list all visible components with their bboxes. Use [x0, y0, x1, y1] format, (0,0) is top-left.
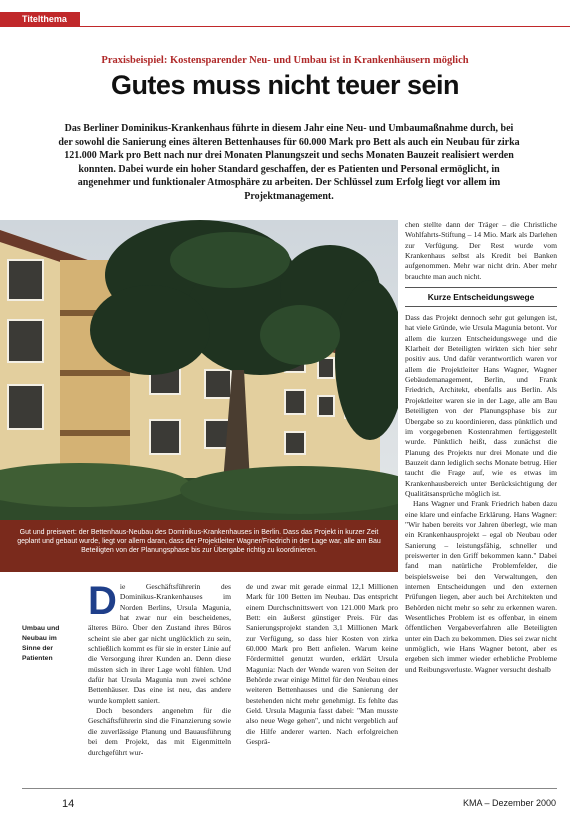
lead-paragraph: Das Berliner Dominikus-Krankenhaus führte in diesem Jahr eine Neu- und Umbaumaßnahme durch, bei der sowohl die Sanierung eines älteren Bettenhauses für 60.000 Mark pro Bett als auch ein Neubau für zirka 121.000 Mark pro Bett nach nur drei Monaten Planungszeit und sechs Monaten Bauzeit realisiert werden konnten. Dabei wurde ein hoher Standard geschaffen, der es Patienten und Personal ermöglicht, in angenehmer und funktionaler Atmosphäre zu arbeiten. Der Schlüssel zum Erfolg liegt vor allem im Projektmanagement.	[58, 123, 520, 202]
rcol-paragraph-3: Hans Wagner und Frank Friedrich haben dazu eine klare und einfache Erklärung. Hans Wagner: "Wir haben bereits vor Jahren überlegt, wie man ein Krankenhausprojekt – egal ob Neubau oder Sanierung – leistungsfähig, schneller und preiswerter in den Griff bekommen kann." Dabei fand man natürliche Problemfelder, die beispielsweise bei den Verwaltungen, den internen Entscheidungen und den externen Prüfungen liegen, aber auch bei Architekten und Behörden nicht mehr so sehr zu erkennen waren. Wesentliches Problem ist es offenbar, in einem öffentlichen Vergabeverfahren alle Beteiligten unter ein Dach zu bekommen. Dies sei zwar nicht unmöglich, wie Hans Wagner betont, aber es ergeben sich immer wieder erhebliche Probleme und Reibungsverluste. Wagner versucht deshalb	[405, 499, 557, 674]
section-rubric: Titelthema	[0, 12, 80, 27]
rubric-rule	[80, 26, 570, 27]
building-photo	[0, 220, 398, 572]
rcol-paragraph-1: chen stellte dann der Träger – die Christliche Wohlfahrts-Stiftung – 14 Mio. Mark als Darlehen zur Verfügung. Der Rest wurde vom Krankenhaus selbst als Kredit bei Banken aufgenommen. Mehr war nicht drin. Aber mehr brauchte man auch nicht.	[405, 220, 557, 281]
headline: Gutes muss nicht teuer sein	[110, 70, 460, 100]
kicker: Praxisbeispiel: Kostensparender Neu- und Umbau ist in Krankenhäusern möglich	[101, 55, 469, 66]
drop-cap: D	[88, 582, 117, 623]
side-note: Umbau und Neubau im Sinne der Patienten	[22, 625, 60, 662]
magazine-footer: KMA – Dezember 2000	[462, 798, 556, 808]
article-column-right	[405, 220, 557, 782]
article-column-1	[88, 582, 231, 782]
page-number: 14	[62, 798, 75, 810]
col1-paragraph-1: ie Geschäftsführerin des Dominikus-Krankenhauses im Norden Berlins, Ursula Magunia, hat zwar nur ein bescheidenes, älteres Büro. Über den Zustand ihres Büros scheint sie aber gar nicht unglücklich zu sein, schließlich kommt es für sie in erster Linie auf die Versorgung ihrer Kunden an. Denn diese müssten sich in ihrer Lage wohl fühlen. Und dafür hat Ursula Magunia nun zwei schöne Bettenhäuser. Das eine ist neu, das andere wurde komplett saniert.	[88, 582, 231, 705]
rcol-paragraph-2: Dass das Projekt dennoch sehr gut gelungen ist, hat viele Gründe, wie Ursula Magunia betont. Vor allem die kurzen Entscheidungswege und die Klarheit der Beteiligten wirkten sich hier sehr positiv aus. Und dafür verantwortlich waren vor allem die Projektleiter Hans Wagner, Wagner Gebäudemanagement, Berlin, und Frank Friedrich, Architekt, ebenfalls aus Berlin. Als Projektleiter waren sie in der Lage, alle am Bau Beteiligten von der Planungsphase bis zur Übergabe so zu koordinieren, dass pünktlich und im vorgegebenen Kostenrahmen fertiggestellt wurde. Pünktlich heißt, dass zunächst die Planung des Projekts nur drei Monate und die Bauzeit dann lediglich sechs Monate betrug. Hier taucht die Frage auf, wie es etwas im Krankenhausbereich unter Berücksichtigung der Qualitätsansprüche möglich ist.	[405, 313, 557, 498]
col2-paragraph-1: de und zwar mit gerade einmal 12,1 Millionen Mark für 100 Betten im Neubau. Das entspricht einem Durchschnittswert von 121.000 Mark pro Bett: ein äußerst günstiger Preis. Für das Sanierungsprojekt standen 3,1 Millionen Mark zur Verfügung, so dass hier Kosten von zirka 60.000 Mark pro Bett anfielen. Warum keine Fördermittel genutzt wurden, erklärt Ursula Magunia: Nach der Wende waren von Seiten der Behörde zwar einige Mittel für den Neubau eines weiteren Bettenhauses und die Sanierung der bestehenden nicht mehr genehmigt. Es fehlte das Geld. Ursula Magunia fasst dabei: "Man musste also neue Wege gehen", und nicht vergeblich auf die Hilfe anderer warten. Nach erfolgreichen Gesprä-	[246, 582, 398, 747]
col1-paragraph-2: Doch besonders angenehm für die Geschäftsführerin sind die Finanzierung sowie die zuverlässige Planung und Bauausführung bei dem Projekt, das mit Eigenmitteln durchgeführt wur-	[88, 706, 231, 757]
photo-caption: Gut und preiswert: der Bettenhaus-Neubau des Dominikus-Krankenhauses in Berlin. Dass das Projekt in kurzer Zeit geplant und gebaut wurde, liegt vor allem daran, dass der Projektleiter Wagner/Friedrich in der Lage war, alle am Bau Beteiligten von der Planungsphase bis zur Übergabe richtig zu koordinieren.	[17, 529, 381, 554]
subheading: Kurze Entscheidungswege	[405, 287, 557, 307]
article-column-2	[246, 582, 398, 782]
footer-rule	[22, 788, 557, 789]
